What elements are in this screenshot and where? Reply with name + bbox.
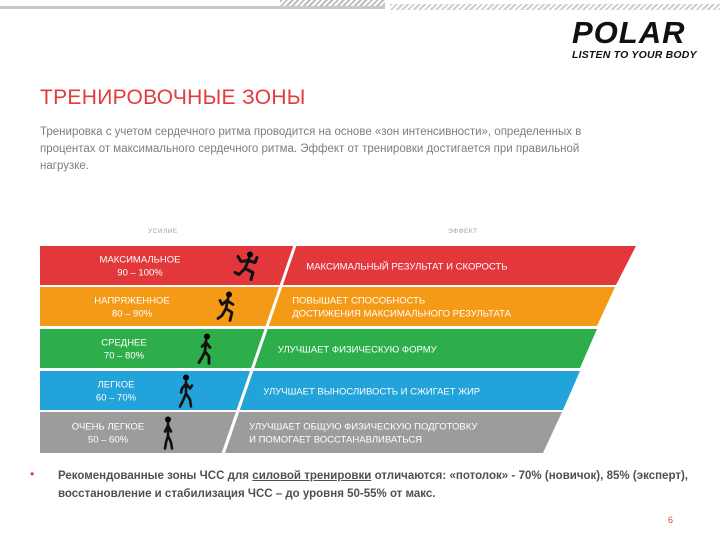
intro-paragraph: Тренировка с учетом сердечного ритма проводится на основе «зон интенсивности», определенных в процентах от максимального сердечного ритма. Эффект от тренировки достигается при правильной нагрузке. bbox=[40, 126, 582, 172]
zone-effect-line1: УЛУЧШАЕТ ОБЩУЮ ФИЗИЧЕСКУЮ ПОДГОТОВКУ bbox=[249, 421, 478, 433]
zone-effect-line2: ДОСТИЖЕНИЯ МАКСИМАЛЬНОГО РЕЗУЛЬТАТА bbox=[292, 308, 511, 320]
zone-effort-block bbox=[40, 287, 280, 326]
zone-band-5 bbox=[40, 412, 562, 453]
zone-effect-block bbox=[269, 287, 615, 326]
zone-effort-block bbox=[40, 371, 251, 410]
bullet-text bbox=[58, 467, 688, 503]
zone-range: 80 – 90% bbox=[111, 308, 153, 320]
zone-name: ОЧЕНЬ ЛЕГКОЕ bbox=[71, 421, 145, 433]
zone-effort-block bbox=[40, 329, 266, 368]
zone-band-4 bbox=[40, 371, 580, 410]
bullet-text-strength-training: силовой тренировки bbox=[252, 470, 372, 482]
zone-range: 70 – 80% bbox=[103, 350, 145, 362]
zone-effort-block bbox=[40, 412, 237, 453]
zone-band-3 bbox=[40, 329, 597, 368]
page-number: 6 bbox=[668, 515, 674, 525]
bullet-text-part1: Рекомендованные зоны ЧСС для bbox=[58, 470, 253, 482]
zone-band-1 bbox=[40, 246, 636, 285]
zone-band-2 bbox=[40, 287, 615, 326]
bullet-marker: • bbox=[30, 467, 35, 481]
zone-range: 90 – 100% bbox=[117, 267, 163, 279]
zone-effect-line1: МАКСИМАЛЬНЫЙ РЕЗУЛЬТАТ И СКОРОСТЬ bbox=[306, 261, 508, 273]
zone-name: СРЕДНЕЕ bbox=[101, 337, 147, 349]
logo-wordmark: POLAR bbox=[572, 15, 686, 50]
zone-effect-block bbox=[225, 412, 562, 453]
zone-effect-line1: ПОВЫШАЕТ СПОСОБНОСТЬ bbox=[292, 295, 426, 307]
zone-range: 50 – 60% bbox=[87, 434, 129, 446]
logo-tagline: LISTEN TO YOUR BODY bbox=[572, 49, 697, 61]
zone-effort-block bbox=[40, 246, 294, 285]
column-label-effect: ЭФФЕКТ bbox=[448, 228, 478, 235]
zone-name: ЛЕГКОЕ bbox=[97, 379, 135, 391]
zone-name: НАПРЯЖЕННОЕ bbox=[94, 295, 170, 307]
bullet-text-part3: отличаются: «потолок» - 70% (новичок), 85% (эксперт), восстановление и стабилизация ЧСС – до уровня 50-55% от макс. bbox=[58, 470, 688, 500]
column-label-effort: УСИЛИЕ bbox=[148, 228, 178, 235]
recommendation-bullet bbox=[28, 467, 688, 503]
page-title: ТРЕНИРОВОЧНЫЕ ЗОНЫ bbox=[40, 86, 306, 109]
zone-effect-line2: И ПОМОГАЕТ ВОССТАНАВЛИВАТЬСЯ bbox=[249, 434, 423, 446]
zone-effect-line1: УЛУЧШАЕТ ФИЗИЧЕСКУЮ ФОРМУ bbox=[277, 344, 437, 356]
zone-effect-line1: УЛУЧШАЕТ ВЫНОСЛИВОСТЬ И СЖИГАЕТ ЖИР bbox=[263, 386, 481, 398]
zone-range: 60 – 70% bbox=[95, 392, 137, 404]
zone-name: МАКСИМАЛЬНОЕ bbox=[99, 254, 181, 266]
